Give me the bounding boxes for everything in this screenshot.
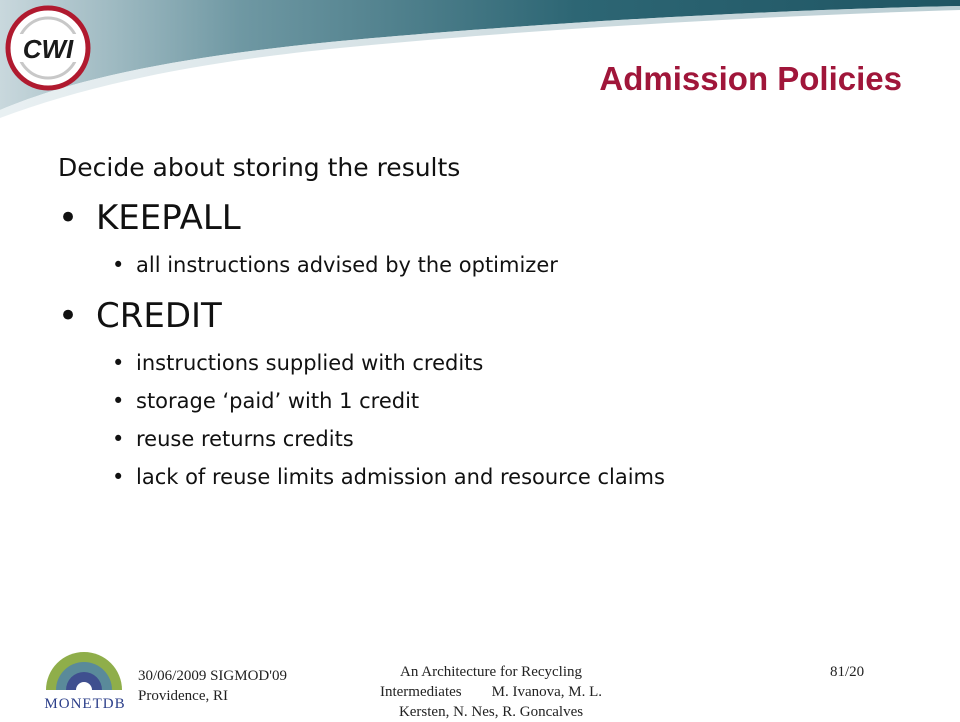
bullet-keepall (58, 194, 920, 242)
sub-bullet-text: all instructions advised by the optimizer (136, 253, 558, 277)
sub-bullet (58, 420, 920, 458)
footer-paper-title (336, 662, 646, 722)
sub-bullet-text: lack of reuse limits admission and resource claims (136, 465, 665, 489)
bullet-credit-text: CREDIT (96, 296, 222, 336)
sub-bullet (58, 246, 920, 284)
monetdb-logo (32, 644, 138, 712)
sub-bullet-text: storage ‘paid’ with 1 credit (136, 389, 420, 413)
footer-title-line: Kersten, N. Nes, R. Goncalves (398, 704, 584, 720)
bullet-glyph: • (112, 389, 125, 413)
bullet-credit (58, 292, 920, 340)
monetdb-logo-text: MONETDB (44, 696, 126, 712)
bullet-keepall-text: KEEPALL (96, 198, 241, 238)
bullet-glyph: • (58, 296, 79, 336)
keepall-subitems (58, 246, 920, 284)
bullet-glyph: • (112, 253, 125, 277)
sub-bullet-text: reuse returns credits (136, 427, 354, 451)
footer-location: Providence, RI (138, 688, 228, 704)
credit-subitems (58, 344, 920, 496)
cwi-logo (4, 4, 94, 94)
footer-date: 30/06/2009 SIGMOD'09 (138, 668, 287, 684)
sub-bullet (58, 458, 920, 496)
cwi-logo-text: CWI (22, 34, 74, 64)
sub-bullet-text: instructions supplied with credits (136, 351, 484, 375)
slide-content (58, 148, 920, 504)
bullet-glyph: • (112, 465, 125, 489)
footer-title-line: An Architecture for Recycling (399, 664, 582, 680)
bullet-glyph: • (58, 198, 79, 238)
sub-bullet (58, 382, 920, 420)
bullet-glyph: • (112, 427, 125, 451)
page-number: 81/20 (830, 664, 865, 680)
sub-bullet (58, 344, 920, 382)
bullet-glyph: • (112, 351, 125, 375)
footer-date-venue (138, 666, 287, 706)
footer-title-line: Intermediates M. Ivanova, M. L. (379, 684, 603, 700)
lead-text: Decide about storing the results (58, 153, 461, 182)
slide-title: Admission Policies (599, 60, 902, 97)
